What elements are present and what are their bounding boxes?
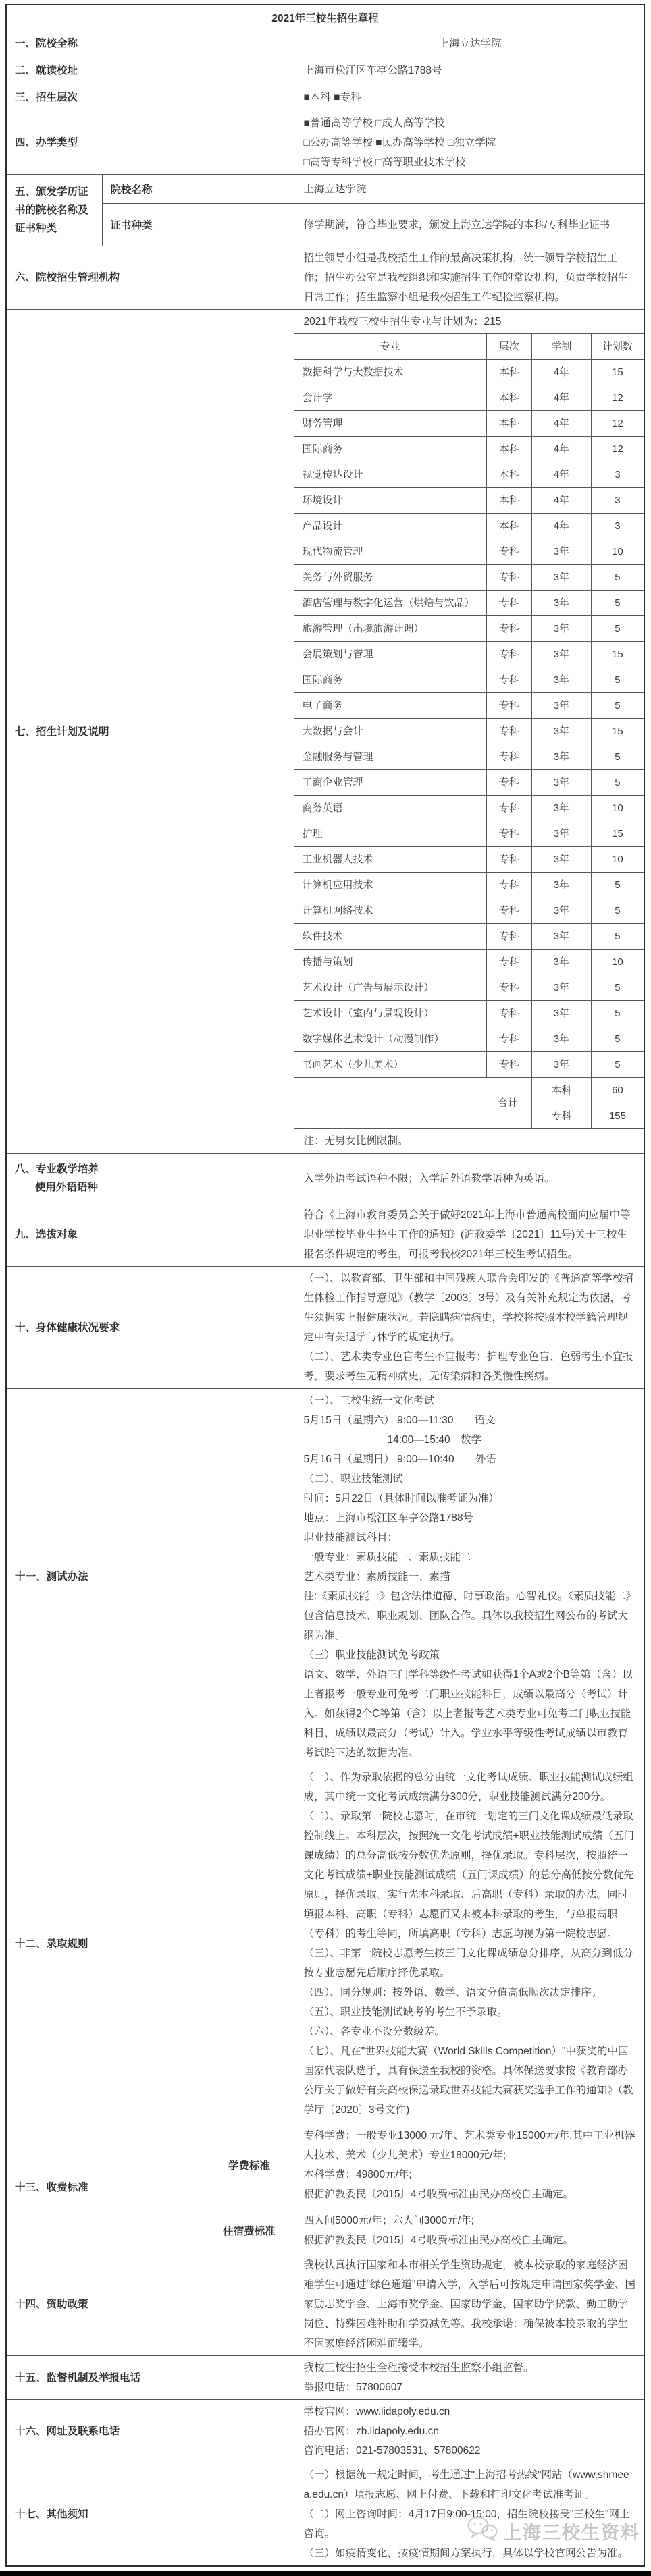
plan-col-major: 专业 xyxy=(294,334,487,360)
plan-level-cell: 专科 xyxy=(486,719,531,744)
text-line: 根据沪教委民〔2015〕4号收费标准由民办高校自主确定。 xyxy=(303,2189,574,2200)
section-label: 七、招生计划及说明 xyxy=(6,310,294,1154)
plan-major-cell: 大数据与会计 xyxy=(294,719,487,744)
plan-years-cell: 3年 xyxy=(531,744,591,770)
plan-years-cell: 3年 xyxy=(531,847,591,873)
text-line: （二）、艺术类专业色盲考生不宜报考；护理专业色盲、色弱考生不宜报考，要求考生无精神病史，无传染病和各类慢性疾病。 xyxy=(303,1351,633,1382)
section-label: 十六、网址及联系电话 xyxy=(6,2400,294,2463)
plan-major-cell: 计算机应用技术 xyxy=(294,873,487,898)
plan-years-cell: 4年 xyxy=(531,360,591,385)
plan-level-cell: 专科 xyxy=(486,796,531,821)
plan-col-count: 计划数 xyxy=(591,334,644,360)
section-content xyxy=(294,1389,644,1765)
watermark-text: 上海三校生资料 xyxy=(503,2523,640,2543)
plan-count-cell: 5 xyxy=(591,1001,644,1026)
plan-count-cell: 12 xyxy=(591,385,644,411)
plan-years-cell: 4年 xyxy=(531,385,591,411)
plan-table xyxy=(294,334,644,1128)
plan-count-cell: 10 xyxy=(591,847,644,873)
plan-count-cell: 5 xyxy=(591,744,644,770)
text-line: 职业技能测试科目： xyxy=(303,1532,398,1543)
plan-row xyxy=(294,360,644,385)
plan-major-cell: 国际商务 xyxy=(294,437,487,462)
text-line: （一）、以教育部、卫生部和中国残疾人联合会印发的《普通高等学校招生体检工作指导意见》（教学〔2003〕3号）及有关补充规定为依据，考生须据实上报健康状况。若隐瞒病情病史，学校将按照本校学籍管理规定中有关退学与休学的规定执行。 xyxy=(303,1273,633,1343)
plan-level-cell: 专科 xyxy=(486,744,531,770)
plan-row xyxy=(294,1001,644,1026)
plan-major-cell: 数据科学与大数据技术 xyxy=(294,360,487,385)
plan-years-cell: 3年 xyxy=(531,719,591,744)
plan-row xyxy=(294,642,644,667)
section-content: 我校认真执行国家和本市相关学生资助规定，被本校录取的家庭经济困难学生可通过"绿色通道"申请入学，入学后可按规定申请国家奖学金、国家励志奖学金、上海市奖学金、国家助学金、国家助学贷款、勤工助学岗位、特殊困难补助和学费减免等。我校承诺：确保被本校录取的学生不因家庭经济困难而辍学。 xyxy=(294,2253,644,2356)
section-content: 入学外语考试语种不限；入学后外语教学语种为英语。 xyxy=(294,1154,644,1203)
plan-level-cell: 专科 xyxy=(486,975,531,1001)
plan-row xyxy=(294,591,644,616)
plan-years-cell: 3年 xyxy=(531,1052,591,1078)
text-line: 四人间5000元/年；六人间3000元/年; xyxy=(303,2215,474,2226)
plan-years-cell: 4年 xyxy=(531,462,591,488)
text-line: 八、专业教学培养 xyxy=(15,1163,99,1175)
plan-total-level: 专科 xyxy=(531,1103,591,1129)
plan-level-cell: 本科 xyxy=(486,360,531,385)
plan-level-cell: 本科 xyxy=(486,437,531,462)
row-contact xyxy=(6,2400,644,2463)
text-line: （三）职业技能测试免考政策 xyxy=(303,1649,440,1661)
section-label: 十五、监督机制及举报电话 xyxy=(6,2356,294,2400)
plan-years-cell: 3年 xyxy=(531,950,591,975)
section-label: 十、身体健康状况要求 xyxy=(6,1267,294,1389)
plan-level-cell: 专科 xyxy=(486,950,531,975)
text-line: （七）、凡在"世界技能大赛（World Skills Competition）"中获奖的中国国家代表队选手，具有保送至我校的资格。具体保送要求按《教育部办公厅关于做好有关高校保送录取世界技能大赛获奖选手工作的通知》（教学厅〔2020〕3号文件) xyxy=(303,2046,633,2116)
plan-count-cell: 3 xyxy=(591,488,644,514)
plan-years-cell: 3年 xyxy=(531,1001,591,1026)
plan-major-cell: 会展策划与管理 xyxy=(294,642,487,667)
plan-header-row xyxy=(294,334,644,360)
plan-count-cell: 5 xyxy=(591,1026,644,1052)
plan-count-cell: 5 xyxy=(591,770,644,796)
plan-row xyxy=(294,975,644,1001)
plan-row xyxy=(294,437,644,462)
plan-level-cell: 本科 xyxy=(486,488,531,514)
plan-total-count: 155 xyxy=(591,1103,644,1129)
text-line: （二）网上咨询时间：4月17日9:00-15:00，招生院校接受"三校生"网上咨询。 xyxy=(303,2509,630,2540)
plan-level-cell: 专科 xyxy=(486,821,531,847)
section-label xyxy=(6,1154,294,1203)
plan-count-cell: 10 xyxy=(591,796,644,821)
text-line: （五）、职业技能测试缺考的考生不予录取。 xyxy=(303,2006,508,2018)
plan-major-cell: 电子商务 xyxy=(294,693,487,719)
text-line: 语文、数学、外语三门学科等级性考试如获得1个A或2个B等第（含）以上者报考一般专业可免考二门职业技能科目，成绩以最高分（考试）计入。如获得2个C等第（含）以上者报考艺术类专业可免考二门职业技能科目，成绩以最高分（考试）计入。学业水平等级性考试成绩以市教育考试院下达的数据为准。 xyxy=(303,1669,633,1759)
plan-major-cell: 视觉传达设计 xyxy=(294,462,487,488)
plan-years-cell: 3年 xyxy=(531,924,591,950)
plan-count-cell: 5 xyxy=(591,924,644,950)
text-line: 一般专业：素质技能一、素质技能二 xyxy=(303,1552,471,1563)
plan-major-cell: 传播与策划 xyxy=(294,950,487,975)
section-label: 十二、录取规则 xyxy=(6,1765,294,2122)
plan-row xyxy=(294,514,644,539)
section-content xyxy=(294,2356,644,2400)
plan-level-cell: 本科 xyxy=(486,411,531,437)
plan-row xyxy=(294,1026,644,1052)
plan-count-cell: 5 xyxy=(591,693,644,719)
plan-level-cell: 专科 xyxy=(486,1026,531,1052)
plan-years-cell: 3年 xyxy=(531,591,591,616)
plan-level-cell: 本科 xyxy=(486,514,531,539)
plan-total-label: 合计 xyxy=(294,1078,532,1129)
text-line: 专科学费：一般专业13000 元/年、艺术类专业15000元/年,其中工业机器人技术、美术（少儿美术）专业18000元/年; xyxy=(303,2130,635,2161)
plan-level-cell: 专科 xyxy=(486,1052,531,1078)
plan-note: 注：无男女比例限制。 xyxy=(294,1128,644,1153)
section-label: 四、办学类型 xyxy=(6,111,294,175)
plan-major-cell: 环境设计 xyxy=(294,488,487,514)
text-line: （三）如疫情变化，按疫情期间方案执行，具体以学校官网公告为准。 xyxy=(303,2548,629,2559)
plan-years-cell: 3年 xyxy=(531,642,591,667)
plan-count-cell: 12 xyxy=(591,437,644,462)
text-line: （一）根据统一规定时间，考生通过"上海招考热线"网站（www.shmeea.edu.cn）填报志愿、网上付费、下载和打印文化考试准考证。 xyxy=(303,2469,629,2500)
section-label: 十一、测试办法 xyxy=(6,1389,294,1765)
plan-years-cell: 3年 xyxy=(531,667,591,693)
plan-major-cell: 关务与外贸服务 xyxy=(294,565,487,591)
plan-years-cell: 3年 xyxy=(531,898,591,924)
section-content: 上海立达学院 xyxy=(294,30,644,57)
enrollment-plan-content xyxy=(294,310,644,1154)
plan-major-cell: 商务英语 xyxy=(294,796,487,821)
plan-count-cell: 5 xyxy=(591,873,644,898)
plan-row xyxy=(294,719,644,744)
plan-major-cell: 产品设计 xyxy=(294,514,487,539)
plan-level-cell: 专科 xyxy=(486,770,531,796)
page-title: 2021年三校生招生章程 xyxy=(6,5,644,30)
plan-years-cell: 3年 xyxy=(531,616,591,642)
plan-years-cell: 3年 xyxy=(531,770,591,796)
text-line: □公办高等学校 ■民办高等学校 □独立学院 xyxy=(303,137,496,148)
plan-row xyxy=(294,873,644,898)
section-label: 九、选拔对象 xyxy=(6,1203,294,1267)
bottom-bar xyxy=(0,2571,651,2576)
row-certificate xyxy=(6,175,644,204)
text-line: 我校三校生招生全程接受本校招生监察小组监督。 xyxy=(303,2362,534,2374)
section-label: 十七、其他须知 xyxy=(6,2463,294,2567)
plan-count-cell: 15 xyxy=(591,642,644,667)
plan-level-cell: 专科 xyxy=(486,898,531,924)
plan-row xyxy=(294,796,644,821)
plan-row xyxy=(294,616,644,642)
plan-intro: 2021年我校三校生招生专业与计划为：215 xyxy=(294,310,644,334)
plan-count-cell: 5 xyxy=(591,898,644,924)
plan-row xyxy=(294,385,644,411)
plan-major-cell: 书画艺术（少儿美术） xyxy=(294,1052,487,1078)
accommodation-label: 住宿费标准 xyxy=(205,2208,294,2253)
tuition-label: 学费标准 xyxy=(205,2122,294,2208)
section-label: 一、院校全称 xyxy=(6,30,294,57)
plan-years-cell: 4年 xyxy=(531,514,591,539)
plan-count-cell: 5 xyxy=(591,565,644,591)
title-row xyxy=(6,5,644,30)
plan-years-cell: 3年 xyxy=(531,873,591,898)
plan-level-cell: 专科 xyxy=(486,539,531,565)
text-line: 艺术类专业：素质技能一、素描 xyxy=(303,1571,450,1583)
plan-row xyxy=(294,667,644,693)
text-line: 14:00—15:40 数学 xyxy=(303,1434,482,1446)
plan-row xyxy=(294,462,644,488)
text-line: （三）、非第一院校志愿考生按三门文化课成绩总分排序，从高分到低分按专业志愿先后顺序择优录取。 xyxy=(303,1948,633,1979)
plan-row xyxy=(294,565,644,591)
plan-count-cell: 3 xyxy=(591,462,644,488)
plan-level-cell: 专科 xyxy=(486,591,531,616)
text-line: □高等专科学校 □高等职业技术学校 xyxy=(303,157,466,168)
text-line: （六）、各专业不设分数级差。 xyxy=(303,2026,445,2037)
row-financial-aid xyxy=(6,2253,644,2356)
row-campus-address xyxy=(6,57,644,84)
section-label: 十四、资助政策 xyxy=(6,2253,294,2356)
certificate-school-label: 院校名称 xyxy=(102,175,294,204)
plan-years-cell: 3年 xyxy=(531,565,591,591)
plan-level-cell: 专科 xyxy=(486,616,531,642)
plan-years-cell: 3年 xyxy=(531,539,591,565)
row-test-methods xyxy=(6,1389,644,1765)
section-content xyxy=(294,111,644,175)
plan-major-cell: 旅游管理（出境旅游计调） xyxy=(294,616,487,642)
plan-count-cell: 15 xyxy=(591,360,644,385)
plan-major-cell: 酒店管理与数字化运营（烘焙与饮品） xyxy=(294,591,487,616)
row-supervision xyxy=(6,2356,644,2400)
row-certificate-type xyxy=(6,204,644,246)
text-line: 根据沪教委民〔2015〕4号收费标准由民办高校自主确定。 xyxy=(303,2235,574,2246)
text-line: （一）、作为录取依据的总分由统一文化考试成绩、职业技能测试成绩组成，其中统一文化考试成绩满分300分，职业技能测试满分200分。 xyxy=(303,1772,633,1803)
plan-major-cell: 现代物流管理 xyxy=(294,539,487,565)
plan-major-cell: 护理 xyxy=(294,821,487,847)
plan-major-cell: 计算机网络技术 xyxy=(294,898,487,924)
plan-total-row-benke xyxy=(294,1078,644,1103)
text-line: 举报电话：57800607 xyxy=(303,2382,402,2393)
plan-count-cell: 15 xyxy=(591,719,644,744)
plan-years-cell: 4年 xyxy=(531,411,591,437)
plan-row xyxy=(294,898,644,924)
plan-row xyxy=(294,770,644,796)
text-line: 本科学费：49800元/年; xyxy=(303,2169,412,2181)
section-content xyxy=(294,2400,644,2463)
section-label: 六、院校招生管理机构 xyxy=(6,246,294,310)
plan-count-cell: 3 xyxy=(591,514,644,539)
plan-total-count: 60 xyxy=(591,1078,644,1103)
tuition-content xyxy=(294,2122,644,2208)
section-content xyxy=(294,2463,644,2567)
text-line: ■普通高等学校 □成人高等学校 xyxy=(303,117,445,129)
plan-level-cell: 专科 xyxy=(486,924,531,950)
plan-col-years: 学制 xyxy=(531,334,591,360)
plan-row xyxy=(294,744,644,770)
plan-level-cell: 本科 xyxy=(486,462,531,488)
row-school-name xyxy=(6,30,644,57)
plan-years-cell: 4年 xyxy=(531,437,591,462)
text-line: 使用外语语种 xyxy=(35,1182,99,1193)
row-school-type xyxy=(6,111,644,175)
plan-count-cell: 5 xyxy=(591,591,644,616)
plan-years-cell: 4年 xyxy=(531,488,591,514)
section-content: ■本科 ■专科 xyxy=(294,84,644,111)
plan-years-cell: 3年 xyxy=(531,821,591,847)
row-other-notes xyxy=(6,2463,644,2567)
plan-total-level: 本科 xyxy=(531,1078,591,1103)
plan-level-cell: 专科 xyxy=(486,667,531,693)
plan-row xyxy=(294,411,644,437)
row-eligibility xyxy=(6,1203,644,1267)
text-line: 5月16日（星期日） 9:00—10:40 外语 xyxy=(303,1454,496,1465)
plan-major-cell: 艺术设计（广告与展示设计） xyxy=(294,975,487,1001)
plan-row xyxy=(294,924,644,950)
plan-major-cell: 财务管理 xyxy=(294,411,487,437)
charter-table xyxy=(5,4,645,2567)
row-fees-tuition xyxy=(6,2122,644,2208)
plan-major-cell: 会计学 xyxy=(294,385,487,411)
plan-count-cell: 5 xyxy=(591,616,644,642)
plan-years-cell: 3年 xyxy=(531,1026,591,1052)
plan-row xyxy=(294,821,644,847)
section-label: 五、颁发学历证书的院校名称及证书种类 xyxy=(6,175,102,246)
section-content xyxy=(294,1765,644,2122)
row-health-requirements xyxy=(6,1267,644,1389)
plan-major-cell: 工商企业管理 xyxy=(294,770,487,796)
plan-count-cell: 12 xyxy=(591,411,644,437)
text-line: （四）、同分规则：按外语、数学、语文分值高低顺次决定排序。 xyxy=(303,1987,602,1998)
plan-level-cell: 专科 xyxy=(486,1001,531,1026)
plan-major-cell: 工业机器人技术 xyxy=(294,847,487,873)
plan-level-cell: 专科 xyxy=(486,693,531,719)
section-label: 二、就读校址 xyxy=(6,57,294,84)
plan-count-cell: 10 xyxy=(591,950,644,975)
row-admission-rules xyxy=(6,1765,644,2122)
text-line: 5月15日（星期六） 9:00—11:30 语文 xyxy=(303,1415,496,1426)
plan-level-cell: 本科 xyxy=(486,385,531,411)
section-label: 三、招生层次 xyxy=(6,84,294,111)
plan-level-cell: 专科 xyxy=(486,642,531,667)
row-admission-levels xyxy=(6,84,644,111)
row-foreign-language xyxy=(6,1154,644,1203)
certificate-type-label: 证书种类 xyxy=(102,204,294,246)
text-line: 地点：上海市松江区车亭公路1788号 xyxy=(303,1512,473,1524)
row-enrollment-plan xyxy=(6,310,644,1154)
plan-major-cell: 软件技术 xyxy=(294,924,487,950)
plan-row xyxy=(294,950,644,975)
section-content: 符合《上海市教育委员会关于做好2021年上海市普通高校面向应届中等职业学校毕业生招生工作的通知》(沪教委学〔2021〕11号)关于三校生报名条件规定的考生，可报考我校2021年三校生考试招生。 xyxy=(294,1203,644,1267)
accommodation-content xyxy=(294,2208,644,2253)
text-line: 咨询电话：021-57803531、57800622 xyxy=(303,2445,481,2457)
plan-row xyxy=(294,847,644,873)
plan-count-cell: 5 xyxy=(591,975,644,1001)
text-line: （二）、职业技能测试 xyxy=(303,1473,403,1485)
plan-level-cell: 专科 xyxy=(486,847,531,873)
plan-count-cell: 10 xyxy=(591,539,644,565)
certificate-school-value: 上海立达学院 xyxy=(294,175,644,204)
plan-col-level: 层次 xyxy=(486,334,531,360)
section-label: 十三、收费标准 xyxy=(6,2122,205,2253)
plan-years-cell: 3年 xyxy=(531,975,591,1001)
plan-major-cell: 艺术设计（室内与景观设计） xyxy=(294,1001,487,1026)
plan-years-cell: 3年 xyxy=(531,796,591,821)
plan-row xyxy=(294,693,644,719)
plan-row xyxy=(294,539,644,565)
text-line: 时间：5月22日（具体时间以准考证为准） xyxy=(303,1493,499,1504)
plan-row xyxy=(294,488,644,514)
text-line: 注:《素质技能一》包含法律道德、时事政治。心智礼仪。《素质技能二》包含信息技术、职业规划、团队合作。具体以我校招生网公布的考试大纲为准。 xyxy=(303,1591,637,1641)
section-content xyxy=(294,1267,644,1389)
text-line: （一）、三校生统一文化考试 xyxy=(303,1395,435,1406)
row-admission-org xyxy=(6,246,644,310)
text-line: 学校官网：www.lidapoly.edu.cn xyxy=(303,2406,450,2417)
plan-count-cell: 5 xyxy=(591,667,644,693)
plan-level-cell: 专科 xyxy=(486,873,531,898)
text-line: （二）、录取第一院校志愿时，在市统一划定的三门文化课成绩最低录取控制线上。本科层次，按照统一文化考试成绩+职业技能测试成绩（五门课成绩）的总分高低按分数优先原则，择优录取。专科层次，按照统一文化考试成绩+职业技能测试成绩（五门课成绩）的总分高低按分数优先原则，择优录取。实行先本科录取、后高职（专科）录取的办法。同时填报本科、高职（专科）志愿而又未被本科录取的考生，与单报高职（专科）的考生等同，所填高职（专科）志愿均视为第一院校志愿。 xyxy=(303,1811,635,1940)
plan-row xyxy=(294,1052,644,1078)
plan-major-cell: 金融服务与管理 xyxy=(294,744,487,770)
plan-count-cell: 5 xyxy=(591,1052,644,1078)
plan-level-cell: 专科 xyxy=(486,565,531,591)
plan-major-cell: 数字媒体艺术设计（动漫制作） xyxy=(294,1026,487,1052)
certificate-type-value: 修学期满，符合毕业要求，颁发上海立达学院的本科/专科毕业证书 xyxy=(294,204,644,246)
plan-major-cell: 国际商务 xyxy=(294,667,487,693)
section-content: 招生领导小组是我校招生工作的最高决策机构，统一领导学校招生工作；招生办公室是我校组织和实施招生工作的常设机构，负责学校招生日常工作；招生监察小组是我校招生工作纪检监察机构。 xyxy=(294,246,644,310)
plan-count-cell: 15 xyxy=(591,821,644,847)
text-line: 招办官网：zb.lidapoly.edu.cn xyxy=(303,2426,439,2437)
plan-years-cell: 3年 xyxy=(531,693,591,719)
section-content: 上海市松江区车亭公路1788号 xyxy=(294,57,644,84)
